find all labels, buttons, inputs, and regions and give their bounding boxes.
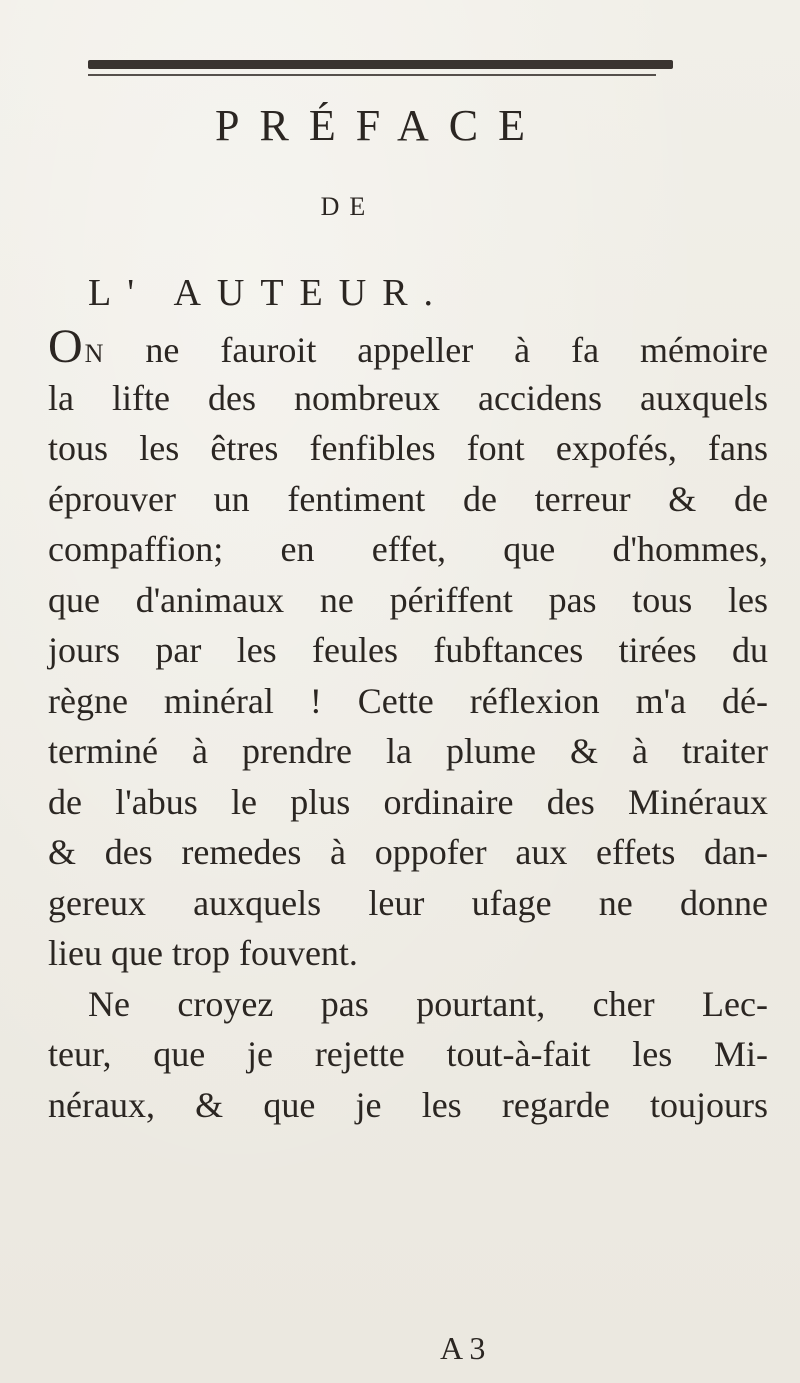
text-line-9: terminé à prendre la plume & à traiter bbox=[48, 731, 768, 771]
header-rule-thin bbox=[88, 74, 656, 76]
text-line-12: gereux auxquels leur ufage ne donne bbox=[48, 882, 768, 923]
subtitle-author: L' AUTEUR. bbox=[88, 272, 450, 314]
text-line-7: jours par les feules fubftances tirées du bbox=[48, 630, 768, 670]
text-line-14: Ne croyez pas pourtant, cher Lec- bbox=[88, 983, 768, 1024]
text-line-13: lieu que trop fouvent. bbox=[48, 933, 358, 973]
text-line-1 bbox=[48, 322, 768, 373]
line-1-text: ne fauroit appeller à fa mémoire bbox=[104, 330, 768, 370]
text-line-15: teur, que je rejette tout-à-fait les Mi- bbox=[48, 1034, 768, 1074]
text-line-4: éprouver un fentiment de terreur & de bbox=[48, 478, 768, 519]
text-line-3: tous les êtres fenfibles font expofés, fans bbox=[48, 428, 768, 468]
text-line-16: néraux, & que je les regarde toujours bbox=[48, 1084, 768, 1125]
preface-text bbox=[48, 322, 768, 1130]
text-line-2: la lifte des nombreux accidens auxquels bbox=[48, 377, 768, 418]
header-rule-thick bbox=[88, 60, 673, 69]
text-line-5: compaffion; en effet, que d'hommes, bbox=[48, 529, 768, 569]
subtitle-de: DE bbox=[320, 192, 376, 221]
drop-cap-rest: N bbox=[84, 339, 105, 368]
drop-cap: O bbox=[48, 320, 85, 373]
text-line-8: règne minéral ! Cette réflexion m'a dé- bbox=[48, 680, 768, 721]
page-title: PRÉFACE bbox=[215, 101, 545, 150]
text-line-10: de l'abus le plus ordinaire des Minéraux bbox=[48, 781, 768, 822]
signature-mark: A 3 bbox=[440, 1330, 486, 1366]
text-line-11: & des remedes à oppofer aux effets dan- bbox=[48, 832, 768, 872]
text-line-6: que d'animaux ne périffent pas tous les bbox=[48, 579, 768, 620]
